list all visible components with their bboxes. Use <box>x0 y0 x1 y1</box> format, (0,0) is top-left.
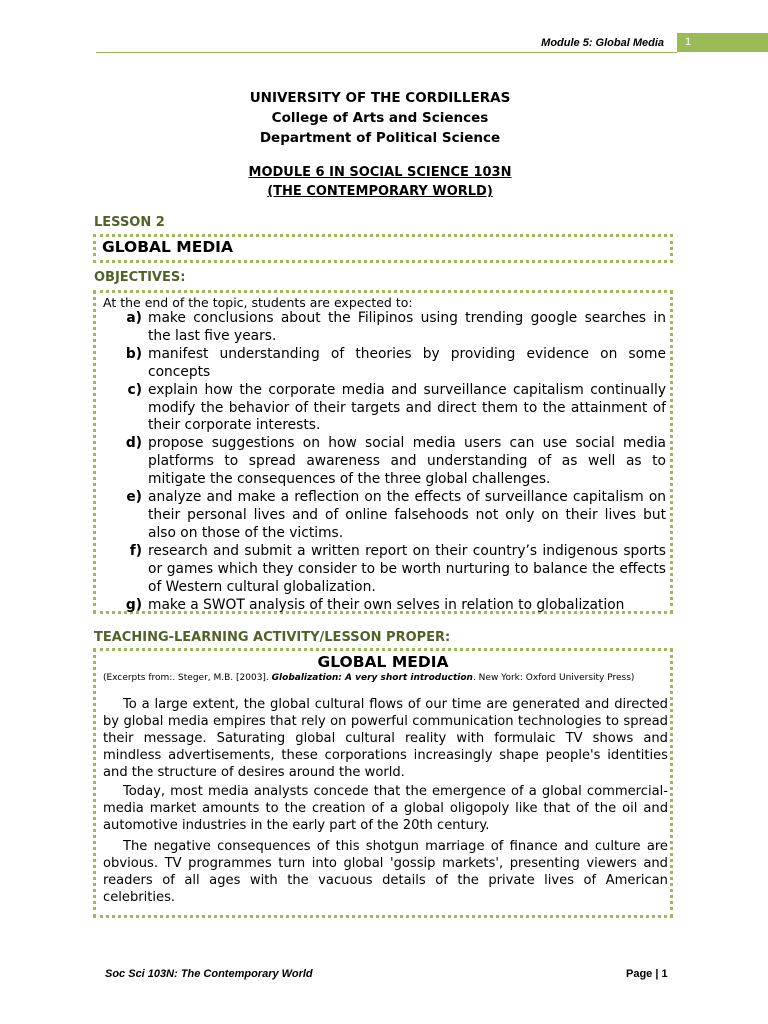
lesson-proper-box <box>93 648 673 918</box>
objective-item <box>106 310 668 346</box>
objective-letter: g) <box>125 596 142 613</box>
paragraph: The negative consequences of this shotgun marriage of finance and culture are obvious. TV programmes turn into global 'gossip markets', presenting viewers and readers of all ages with the vacuous details of the private lives of American celebrities. <box>103 839 668 905</box>
citation-book-title: Globalization: A very short introduction <box>271 673 473 683</box>
objective-letter: f) <box>129 542 142 559</box>
objectives-intro: At the end of the topic, students are expected to: <box>103 295 413 310</box>
paragraph: Today, most media analysts concede that the emergence of a global commercial-media market amounts to the creation of a global oligopoly like that of the oil and automotive industries in the early part of the 20th century. <box>103 784 668 833</box>
objective-item <box>106 346 668 382</box>
objective-letter: e) <box>126 489 142 506</box>
institution-block <box>96 88 664 148</box>
objective-item <box>106 435 668 489</box>
department-name: Department of Political Science <box>259 130 501 146</box>
citation-suffix: . New York: Oxford University Press) <box>472 673 635 683</box>
objective-text: propose suggestions on how social media users can use social media platforms to spread awareness and understanding of as well as to mitigate the consequences of the three global challenges. <box>148 435 666 488</box>
module-line-2: (THE CONTEMPORARY WORLD) <box>267 184 493 199</box>
objective-text: manifest understanding of theories by providing evidence on some concepts <box>148 345 666 380</box>
header-rule <box>96 52 677 53</box>
college-name: College of Arts and Sciences <box>271 110 489 126</box>
footer-page: Page | 1 <box>626 968 668 980</box>
header-page-number: 1 <box>677 33 768 52</box>
header-module-title: Module 5: Global Media <box>541 37 664 49</box>
paragraph: To a large extent, the global cultural flows of our time are generated and directed by global media empires that rely on powerful communication technologies to spread their message. Saturating global cultural reality with formulaic TV shows and mindless advertisements, these corporations increasingly shape people's identities and the structure of desires around the world. <box>103 697 668 780</box>
lesson-title-box <box>93 234 673 263</box>
objective-letter: b) <box>125 345 142 362</box>
objective-item <box>106 489 668 543</box>
objective-item <box>106 597 668 615</box>
citation-prefix: (Excerpts from:. Steger, M.B. [2003]. <box>103 673 272 683</box>
objective-letter: d) <box>125 435 142 452</box>
objective-letter: a) <box>126 310 142 326</box>
objective-text: analyze and make a reflection on the effects of surveillance capitalism on their personal lives and of online falsehoods not only on their lives but also on those of the victims. <box>148 489 666 541</box>
objectives-box <box>93 290 673 614</box>
objective-text: research and submit a written report on their country’s indigenous sports or games which they consider to be worth nurturing to balance the effects of Western cultural globalization. <box>148 542 666 595</box>
university-name: UNIVERSITY OF THE CORDILLERAS <box>249 90 511 106</box>
objective-item <box>106 543 668 597</box>
lesson-proper-heading: TEACHING-LEARNING ACTIVITY/LESSON PROPER: <box>94 630 451 645</box>
citation <box>103 673 634 683</box>
objectives-heading: OBJECTIVES: <box>94 270 186 285</box>
objective-item <box>106 382 668 436</box>
objective-letter: c) <box>127 381 142 398</box>
objectives-list <box>106 310 668 614</box>
module-title-block <box>96 163 664 201</box>
module-line-1: MODULE 6 IN SOCIAL SCIENCE 103N <box>248 165 512 180</box>
lesson-title: GLOBAL MEDIA <box>102 238 233 256</box>
footer-course: Soc Sci 103N: The Contemporary World <box>105 968 313 980</box>
lesson-label: LESSON 2 <box>94 215 165 230</box>
objective-text: make conclusions about the Filipinos using trending google searches in the last five years. <box>148 310 666 344</box>
objective-text: make a SWOT analysis of their own selves in relation to globalization <box>148 596 625 613</box>
lesson-proper-title: GLOBAL MEDIA <box>317 653 449 671</box>
objective-text: explain how the corporate media and surveillance capitalism continually modify the behavior of their targets and direct them to the attainment of their corporate interests. <box>148 381 666 434</box>
